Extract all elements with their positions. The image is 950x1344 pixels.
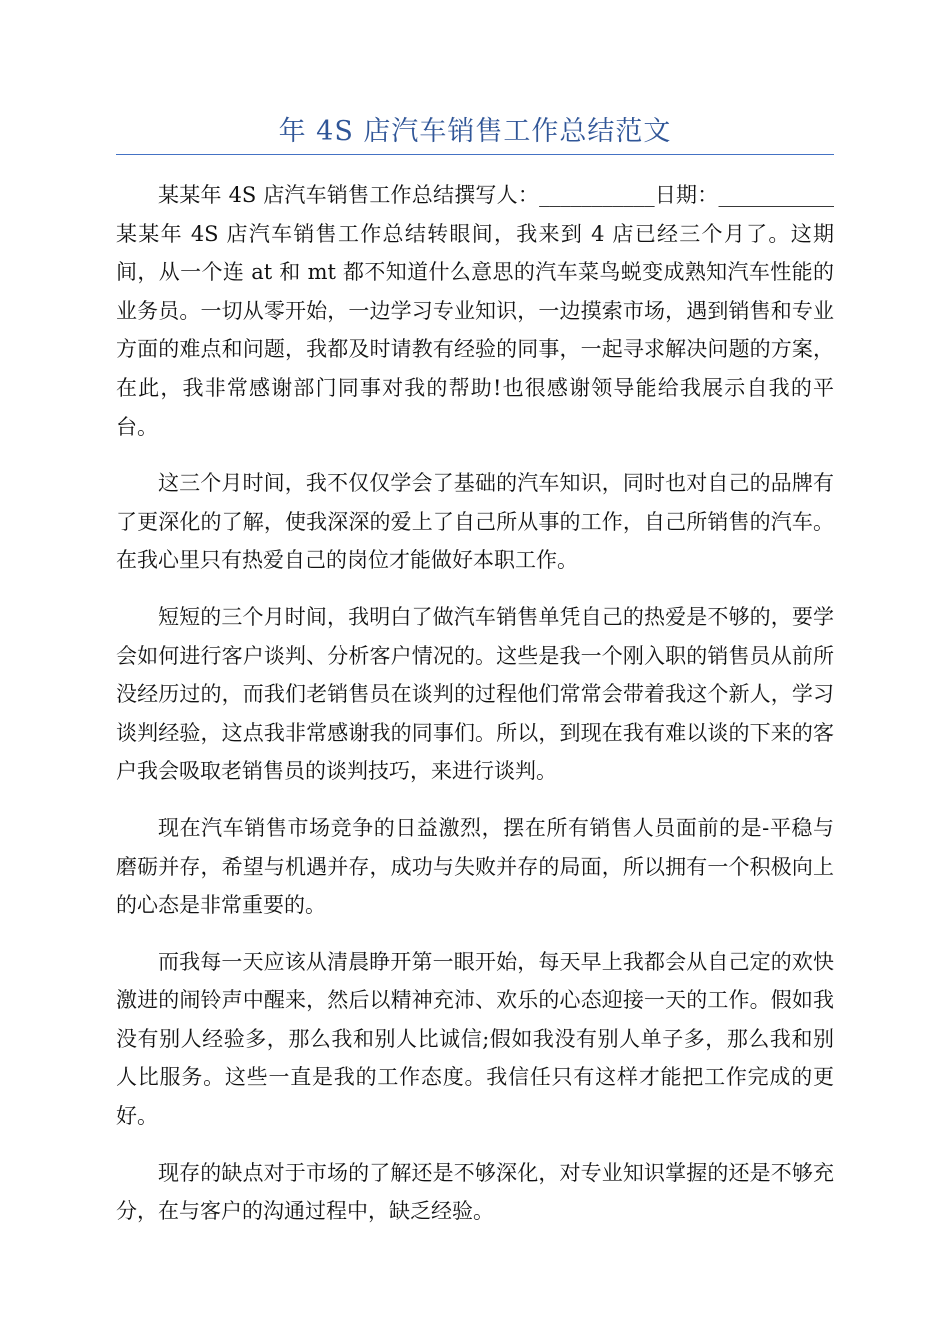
paragraph-6: 现存的缺点对于市场的了解还是不够深化，对专业知识掌握的还是不够充分，在与客户的沟通过程中，缺乏经验。 — [116, 1160, 834, 1224]
paragraph-4: 现在汽车销售市场竞争的日益激烈，摆在所有销售人员面前的是-平稳与磨砺并存，希望与机遇并存，成功与失败并存的局面，所以拥有一个积极向上的心态是非常重要的。 — [116, 815, 834, 918]
paragraph-2: 这三个月时间，我不仅仅学会了基础的汽车知识，同时也对自己的品牌有了更深化的了解，使我深深的爱上了自己所从事的工作，自己所销售的汽车。在我心里只有热爱自己的岗位才能做好本职工作。 — [116, 471, 834, 573]
paragraph-5: 而我每一天应该从清晨睁开第一眼开始，每天早上我都会从自己定的欢快激进的闹铃声中醒来，然后以精神充沛、欢乐的心态迎接一天的工作。假如我没有别人经验多，那么我和别人比诚信;假如我没有别人单子多，那么我和别人比服务。这些一直是我的工作态度。我信任只有这样才能把工作完成的更好。 — [116, 949, 834, 1129]
document-title: 年 4S 店汽车销售工作总结范文 — [278, 116, 672, 147]
title-underline — [116, 154, 834, 155]
paragraph-1: 某某年 4S 店汽车销售工作总结撰写人：___________日期：___________某某年 4S 店汽车销售工作总结转眼间，我来到 4 店已经三个月了。这期间，从一个连 at 和 mt 都不知道什么意思的汽车菜鸟蜕变成熟知汽车性能的业务员。一切从零开始，一边学习专业知识，一边摸索市场，遇到销售和专业方面的难点和问题，我都及时请教有经验的同事，一起寻求解决问题的方案，在此，我非常感谢部门同事对我的帮助!也很感谢领导能给我展示自我的平台。 — [116, 183, 834, 439]
paragraph-3: 短短的三个月时间，我明白了做汽车销售单凭自己的热爱是不够的，要学会如何进行客户谈判、分析客户情况的。这些是我一个刚入职的销售员从前所没经历过的，而我们老销售员在谈判的过程他们常常会带着我这个新人，学习谈判经验，这点我非常感谢我的同事们。所以，到现在我有难以谈的下来的客户我会吸取老销售员的谈判技巧，来进行谈判。 — [116, 604, 834, 784]
document-body — [116, 176, 834, 1249]
